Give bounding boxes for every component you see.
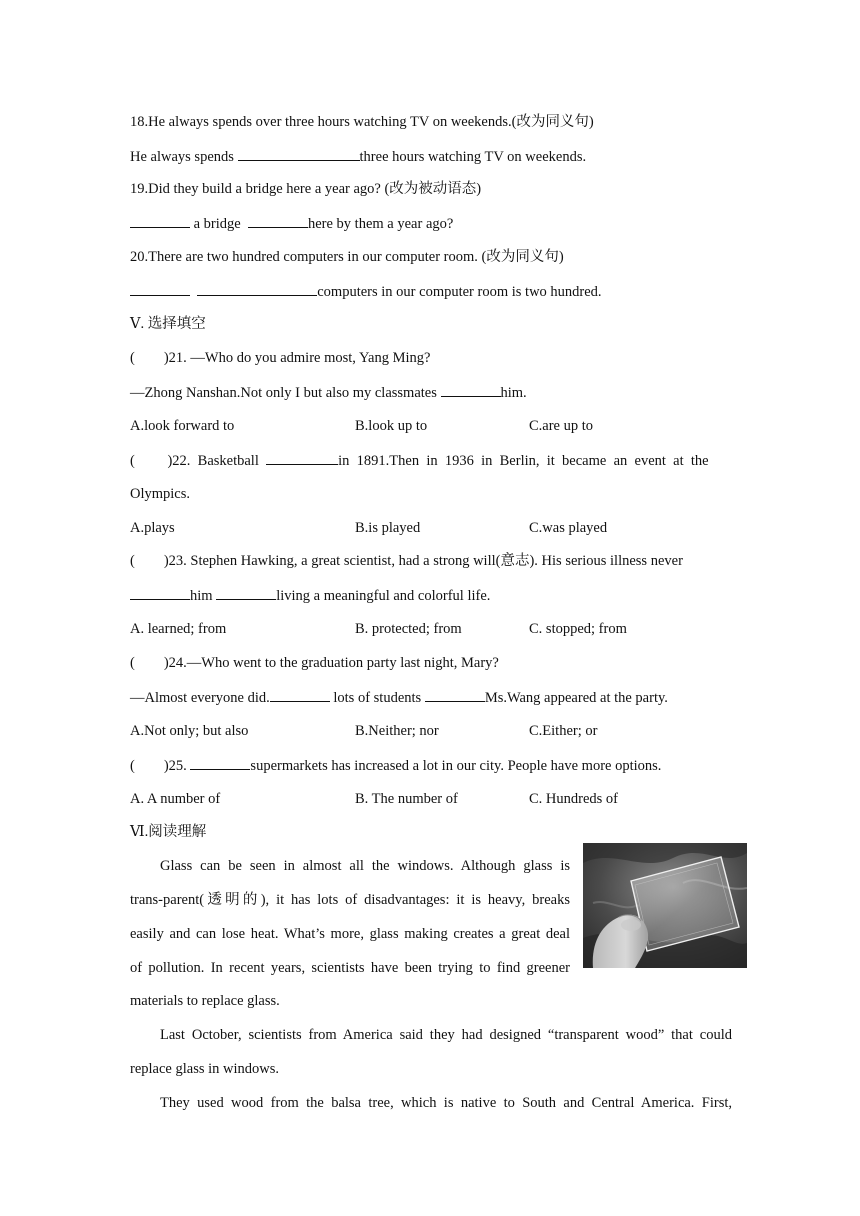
q23-answer-line — [130, 586, 490, 605]
q19-blank-2[interactable] — [248, 214, 308, 228]
q19-blank-1[interactable] — [130, 214, 190, 228]
reading-p2-line-1: Last October, scientists from America said they had designed “transparent wood” that could — [160, 1027, 732, 1043]
q25-stem — [130, 756, 661, 775]
q24-blank-2[interactable] — [425, 688, 485, 702]
q22-option-c[interactable]: C.was played — [529, 520, 608, 536]
reading-p1-line-4: of pollution. In recent years, scientists have been trying to find greener — [130, 960, 570, 976]
q22-stem — [130, 451, 732, 470]
reading-p1-line-3: easily and can lose heat. What’s more, glass making creates a great deal — [130, 926, 570, 942]
q21-reply — [130, 383, 527, 402]
q24-reply-post: Ms.Wang appeared at the party. — [484, 690, 668, 706]
q23-stem: ( )23. Stephen Hawking, a great scientist, had a strong will(意志). His serious illness never — [130, 553, 683, 569]
q23-blank-2[interactable] — [216, 586, 276, 600]
reading-p1-line-1: Glass can be seen in almost all the windows. Although glass is — [160, 858, 570, 874]
q20-blank-1[interactable] — [130, 282, 190, 296]
section-5-title: Ⅴ. 选择填空 — [130, 316, 206, 332]
reading-p3-line-1: They used wood from the balsa tree, which is native to South and Central America. First, — [160, 1095, 732, 1111]
q19-prompt: 19.Did they build a bridge here a year ago? (改为被动语态) — [130, 181, 482, 197]
q21-blank[interactable] — [441, 383, 501, 397]
q25-option-a[interactable]: A. A number of — [130, 791, 221, 807]
q21-option-c[interactable]: C.are up to — [529, 418, 594, 434]
q23-mid: him — [190, 588, 217, 604]
q22-stem-cont: Olympics. — [130, 486, 191, 502]
glass-photo-icon — [583, 843, 747, 968]
q19-mid: a bridge — [190, 216, 245, 232]
q18-answer-pre: He always spends — [130, 149, 238, 165]
q18-answer-post: three hours watching TV on weekends. — [359, 149, 587, 165]
q25-option-b[interactable]: B. The number of — [355, 791, 458, 807]
q19-post: here by them a year ago? — [307, 216, 454, 232]
q21-reply-pre: —Zhong Nanshan.Not only I but also my classmates — [130, 385, 441, 401]
q25-stem-pre: ( )25. — [130, 758, 191, 774]
q22-blank[interactable] — [266, 451, 338, 465]
reading-p2-line-2: replace glass in windows. — [130, 1061, 279, 1077]
q22-option-a[interactable]: A.plays — [130, 520, 175, 536]
q18-answer-line — [130, 147, 586, 166]
q21-option-a[interactable]: A.look forward to — [130, 418, 235, 434]
q25-stem-post: supermarkets has increased a lot in our city. People have more options. — [250, 758, 662, 774]
q21-option-b[interactable]: B.look up to — [355, 418, 428, 434]
q24-stem: ( )24.—Who went to the graduation party last night, Mary? — [130, 655, 499, 671]
q24-option-a[interactable]: A.Not only; but also — [130, 723, 249, 739]
reading-p1-last: materials to replace glass. — [130, 993, 280, 1009]
q22-option-b[interactable]: B.is played — [355, 520, 421, 536]
q20-blank-2[interactable] — [197, 282, 317, 296]
reading-p1-line-2: trans-parent(透明的), it has lots of disadvantages: it is heavy, breaks — [130, 892, 570, 908]
q24-reply-pre: —Almost everyone did. — [130, 690, 270, 706]
q23-option-a[interactable]: A. learned; from — [130, 621, 227, 637]
q24-reply-mid: lots of students — [329, 690, 425, 706]
q20-prompt: 20.There are two hundred computers in our computer room. (改为同义句) — [130, 249, 564, 265]
q23-blank-1[interactable] — [130, 586, 190, 600]
q24-option-c[interactable]: C.Either; or — [529, 723, 598, 739]
q22-stem-post: in 1891.Then in 1936 in Berlin, it became an event at the — [338, 453, 709, 469]
q23-post: living a meaningful and colorful life. — [276, 588, 491, 604]
q23-option-c[interactable]: C. stopped; from — [529, 621, 627, 637]
q24-reply — [130, 688, 668, 707]
q22-stem-pre: ( )22. Basketball — [130, 453, 267, 469]
q18-prompt: 18.He always spends over three hours watching TV on weekends.(改为同义句) — [130, 114, 594, 130]
q19-answer-line — [130, 214, 453, 233]
q21-stem: ( )21. —Who do you admire most, Yang Ming? — [130, 350, 431, 366]
q18-blank[interactable] — [238, 147, 360, 161]
q23-option-b[interactable]: B. protected; from — [355, 621, 462, 637]
q24-blank-1[interactable] — [270, 688, 330, 702]
section-6-title: Ⅵ.阅读理解 — [130, 824, 207, 840]
q20-post: computers in our computer room is two hundred. — [317, 284, 602, 300]
q25-blank[interactable] — [190, 756, 250, 770]
q21-reply-post: him. — [500, 385, 527, 401]
q24-option-b[interactable]: B.Neither; nor — [355, 723, 439, 739]
q20-answer-line — [130, 282, 602, 301]
glass-sample-photo — [583, 843, 747, 968]
q25-option-c[interactable]: C. Hundreds of — [529, 791, 619, 807]
